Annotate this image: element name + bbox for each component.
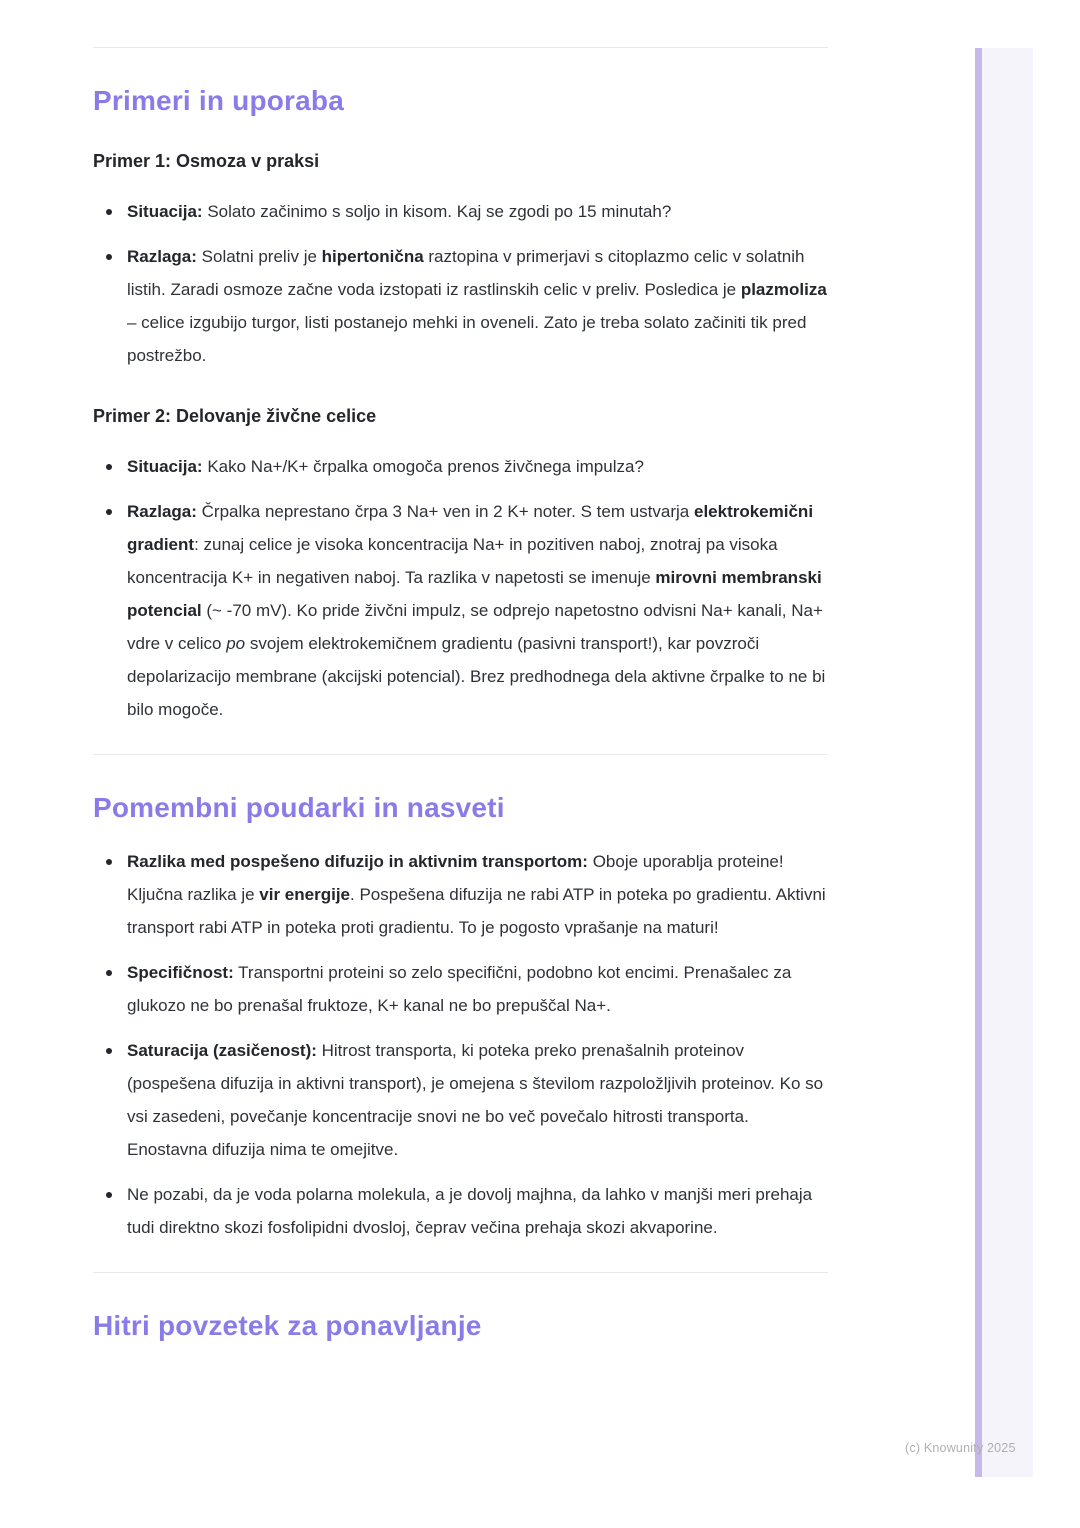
bullet-list [93, 450, 830, 726]
text-run: : zunaj celice je visoka koncentracija Na+ in pozitiven naboj, znotraj pa visoka koncentracija K+ in negativen naboj. Ta razlika v napetosti se imenuje [127, 535, 778, 587]
text-run: svojem elektrokemičnem gradientu (pasivni transport!), kar povzroči depolarizacijo membrane (akcijski potencial). Brez predhodnega dela aktivne črpalke to ne bi bilo mogoče. [127, 634, 826, 719]
text-run: plazmoliza [740, 280, 827, 299]
text-run: Razlaga: [127, 247, 197, 266]
bullet-list [93, 195, 830, 372]
copyright-notice: (c) Knowunity 2025 [905, 1441, 1016, 1455]
text-run: mirovni membranski potencial [127, 568, 822, 620]
list-item [93, 240, 830, 372]
section-heading: Hitri povzetek za ponavljanje [93, 1310, 482, 1341]
document-content [93, 0, 830, 1342]
text-run: Solato začinimo s soljo in kisom. Kaj se zgodi po 15 minutah? [202, 202, 672, 221]
text-run: Črpalka neprestano črpa 3 Na+ ven in 2 K+ noter. S tem ustvarja [196, 502, 694, 521]
text-run: hipertonična [321, 247, 424, 266]
text-run: Solatni preliv je [196, 247, 322, 266]
text-run: . Pospešena difuzija ne rabi ATP in poteka po gradientu. Aktivni transport rabi ATP in poteka proti gradientu. To je pogosto vprašanje na maturi! [127, 885, 826, 937]
section-divider [93, 754, 828, 755]
text-run: Situacija: [127, 202, 203, 221]
text-run: po [226, 634, 246, 653]
text-run: Situacija: [127, 457, 203, 476]
text-run: Razlaga: [127, 502, 197, 521]
list-item [93, 956, 830, 1022]
sub-heading: Primer 2: Delovanje živčne celice [93, 406, 377, 426]
text-run: Transportni proteini so zelo specifični, podobno kot encimi. Prenašalec za glukozo ne bo prenašal fruktoze, K+ kanal ne bo prepuščal Na+. [127, 963, 792, 1015]
list-item [93, 195, 830, 228]
list-item [93, 845, 830, 944]
bullet-list [93, 845, 830, 1244]
text-run: Razlika med pospešeno difuzijo in aktivnim transportom: [127, 852, 588, 871]
text-run: Specifičnost: [127, 963, 234, 982]
section-divider [93, 47, 828, 48]
text-run: raztopina v primerjavi s citoplazmo celic v solatnih listih. Zaradi osmoze začne voda izstopati iz rastlinskih celic v preliv. Posledica je [127, 247, 805, 299]
text-run: vir energije [259, 885, 350, 904]
page-edge-panel [982, 48, 1033, 1477]
sub-heading: Primer 1: Osmoza v praksi [93, 151, 320, 171]
text-run: Kako Na+/K+ črpalka omogoča prenos živčnega impulza? [202, 457, 644, 476]
text-run: (~ -70 mV). Ko pride živčni impulz, se odprejo napetostno odvisni Na+ kanali, Na+ vdre v celico [127, 601, 823, 653]
list-item [93, 1034, 830, 1166]
text-run: Saturacija (zasičenost): [127, 1041, 317, 1060]
text-run: Ne pozabi, da je voda polarna molekula, a je dovolj majhna, da lahko v manjši meri prehaja tudi direktno skozi fosfolipidni dvosloj, čeprav večina prehaja skozi akvaporine. [127, 1185, 813, 1237]
section-heading: Primeri in uporaba [93, 85, 344, 116]
text-run: Hitrost transporta, ki poteka preko prenašalnih proteinov (pospešena difuzija in aktivni transport), je omejena s številom razpoložljivih proteinov. Ko so vsi zasedeni, povečanje koncentracije snovi ne bo več povečalo hitrosti transporta. Enostavna difuzija nima te omejitve. [127, 1041, 824, 1159]
text-run: Oboje uporablja proteine! Ključna razlika je [127, 852, 784, 904]
list-item [93, 450, 830, 483]
section-divider [93, 1272, 828, 1273]
list-item [93, 495, 830, 726]
text-run: – celice izgubijo turgor, listi postanejo mehki in oveneli. Zato je treba solato začiniti tik pred postrežbo. [127, 313, 807, 365]
list-item [93, 1178, 830, 1244]
section-heading: Pomembni poudarki in nasveti [93, 792, 505, 823]
page-edge-accent-bar [975, 48, 982, 1477]
text-run: elektrokemični gradient [127, 502, 814, 554]
